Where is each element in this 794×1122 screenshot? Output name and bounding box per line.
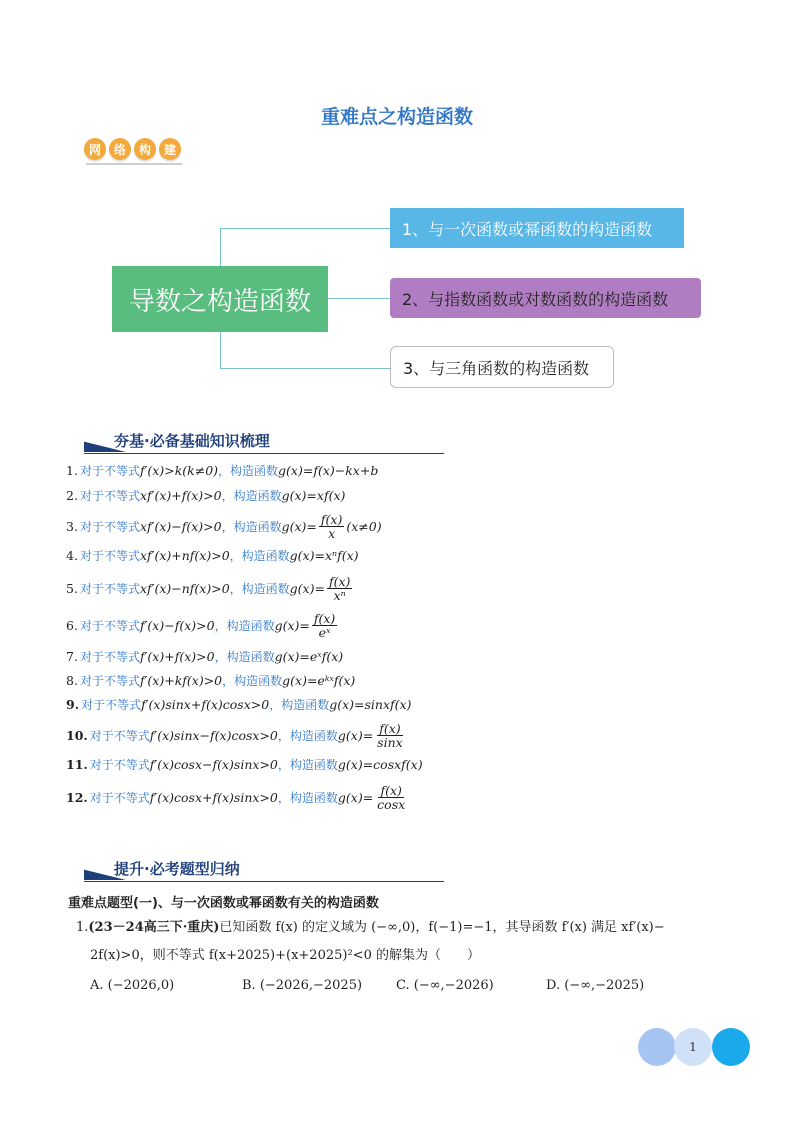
item-label: ，构造函数: [222, 674, 283, 688]
formula-item: [66, 696, 411, 713]
item-label: ，构造函数: [221, 520, 282, 534]
pager-circle-right: [712, 1028, 750, 1066]
item-label: 对于不等式: [79, 520, 140, 534]
section-rule: [84, 453, 444, 454]
section-rule: [84, 881, 444, 882]
option-a[interactable]: A. (−2026,0): [90, 978, 175, 993]
item-number: 1.: [66, 463, 78, 478]
badge-char: 网: [84, 138, 106, 160]
mindmap-connector: [220, 332, 221, 368]
page-number: 1: [689, 1040, 697, 1054]
item-label: ，构造函数: [218, 464, 279, 478]
item-function: g(x)=: [337, 790, 374, 805]
item-condition: f′(x)cosx+f(x)sinx>0: [149, 790, 278, 805]
badge-char: 建: [159, 138, 181, 160]
item-label: 对于不等式: [79, 619, 140, 633]
network-badge: [84, 138, 181, 162]
option-d[interactable]: D. (−∞,−2025): [546, 978, 645, 993]
badge-char: 构: [134, 138, 156, 160]
formula-item: [66, 648, 343, 665]
question-text: 已知函数 f(x) 的定义域为 (−∞,0)，f(−1)=−1，其导函数 f′(x) 满足 xf′(x)−: [219, 920, 665, 935]
formula-item: [66, 462, 378, 479]
item-condition: f′(x)sinx+f(x)cosx>0: [141, 697, 270, 712]
item-label: 对于不等式: [89, 791, 150, 805]
item-number: 3.: [66, 519, 78, 534]
formula-item: [66, 784, 409, 811]
mindmap-connector: [328, 298, 390, 299]
item-function: g(x)=: [281, 519, 317, 534]
section-heading-text: 夯基·必备基础知识梳理: [114, 432, 270, 450]
item-number: 10.: [66, 728, 88, 743]
option-b[interactable]: B. (−2026,−2025): [242, 978, 363, 993]
item-condition: xf′(x)−nf(x)>0: [139, 581, 230, 596]
item-label: 对于不等式: [89, 729, 150, 743]
item-function: g(x)=sinxf(x): [329, 697, 412, 712]
item-label: ，构造函数: [277, 729, 338, 743]
mindmap-connector: [220, 228, 221, 266]
formula-item: [66, 612, 339, 639]
item-label: ，构造函数: [277, 791, 338, 805]
item-label: 对于不等式: [79, 464, 140, 478]
item-function: g(x)=xⁿf(x): [289, 548, 359, 563]
item-number: 2.: [66, 488, 78, 503]
item-number: 4.: [66, 548, 78, 563]
item-label: 对于不等式: [79, 650, 140, 664]
item-condition: f′(x)+f(x)>0: [139, 649, 215, 664]
item-number: 9.: [66, 697, 80, 712]
question-number: 1.: [76, 920, 89, 935]
item-condition: f′(x)sinx−f(x)cosx>0: [149, 728, 278, 743]
question-type-heading: 重难点题型(一)、与一次函数或幂函数有关的构造函数: [68, 896, 379, 911]
fraction-denominator: cosx: [377, 797, 406, 812]
item-label: ，构造函数: [221, 489, 282, 503]
badge-char: 络: [109, 138, 131, 160]
item-function: g(x)=cosxf(x): [337, 757, 423, 772]
item-function-suffix: (x≠0): [346, 519, 382, 534]
fraction-denominator: x: [328, 526, 336, 541]
formula-item: [66, 756, 423, 773]
item-function: g(x)=: [337, 728, 374, 743]
item-label: ，构造函数: [229, 549, 290, 563]
item-number: 6.: [66, 618, 78, 633]
mindmap-connector: [220, 228, 390, 229]
fraction-numerator: f(x): [380, 783, 402, 798]
mindmap-branch-3: 3、与三角函数的构造函数: [390, 346, 614, 388]
item-fraction: [312, 612, 337, 639]
fraction-numerator: f(x): [313, 611, 336, 626]
fraction-denominator: sinx: [377, 735, 403, 750]
formula-item: [66, 487, 345, 504]
fraction-numerator: f(x): [379, 721, 401, 736]
item-fraction: [327, 575, 352, 602]
item-condition: f′(x)−f(x)>0: [139, 618, 215, 633]
formula-item: [66, 513, 382, 540]
question-line-1: [76, 914, 736, 942]
pager-circle-left: [638, 1028, 676, 1066]
item-label: 对于不等式: [79, 674, 140, 688]
item-function: g(x)=: [289, 581, 325, 596]
item-number: 8.: [66, 673, 78, 688]
fraction-denominator: eˣ: [318, 625, 331, 640]
item-number: 5.: [66, 581, 78, 596]
formula-item: [66, 575, 354, 602]
fraction-numerator: f(x): [328, 574, 351, 589]
item-label: 对于不等式: [79, 489, 140, 503]
item-label: ，构造函数: [214, 619, 275, 633]
option-c[interactable]: C. (−∞,−2026): [396, 978, 494, 993]
fraction-denominator: xⁿ: [333, 588, 346, 603]
item-function: g(x)=xf(x): [281, 488, 346, 503]
badge-underline: [86, 163, 182, 165]
mindmap-branch-2: 2、与指数函数或对数函数的构造函数: [390, 278, 701, 318]
section-heading-text: 提升·必考题型归纳: [114, 860, 240, 878]
item-condition: xf′(x)−f(x)>0: [139, 519, 222, 534]
question-line-2: 2f(x)>0，则不等式 f(x+2025)+(x+2025)²<0 的解集为（ ）: [90, 948, 480, 963]
question-source: (23－24高三下·重庆): [88, 920, 220, 935]
item-label: 对于不等式: [79, 549, 140, 563]
item-number: 7.: [66, 649, 78, 664]
item-function: g(x)=eᵏˣf(x): [282, 673, 356, 688]
item-label: ，构造函数: [229, 582, 290, 596]
mindmap-connector: [220, 368, 390, 369]
item-function: g(x)=eˣf(x): [274, 649, 344, 664]
item-number: 12.: [66, 790, 88, 805]
mindmap-root: 导数之构造函数: [112, 266, 328, 332]
item-label: ，构造函数: [277, 758, 338, 772]
item-label: 对于不等式: [79, 582, 140, 596]
item-number: 11.: [66, 757, 88, 772]
item-condition: f′(x)>k(k≠0): [139, 463, 219, 478]
page-title: 重难点之构造函数: [320, 106, 473, 128]
item-fraction: [375, 784, 407, 811]
item-condition: xf′(x)+nf(x)>0: [139, 548, 230, 563]
mindmap-branch-1: 1、与一次函数或幂函数的构造函数: [390, 208, 684, 248]
item-condition: xf′(x)+f(x)>0: [139, 488, 222, 503]
item-fraction: [319, 513, 344, 540]
item-function: g(x)=: [274, 618, 310, 633]
formula-item: [66, 672, 355, 689]
formula-item: [66, 547, 359, 564]
item-condition: f′(x)cosx−f(x)sinx>0: [149, 757, 278, 772]
item-label: ，构造函数: [269, 698, 330, 712]
item-fraction: [375, 722, 405, 749]
formula-item: [66, 722, 407, 749]
item-function: g(x)=f(x)−kx+b: [278, 463, 379, 478]
item-condition: f′(x)+kf(x)>0: [139, 673, 223, 688]
item-label: ，构造函数: [214, 650, 275, 664]
item-label: 对于不等式: [81, 698, 142, 712]
fraction-numerator: f(x): [320, 512, 343, 527]
item-label: 对于不等式: [89, 758, 150, 772]
